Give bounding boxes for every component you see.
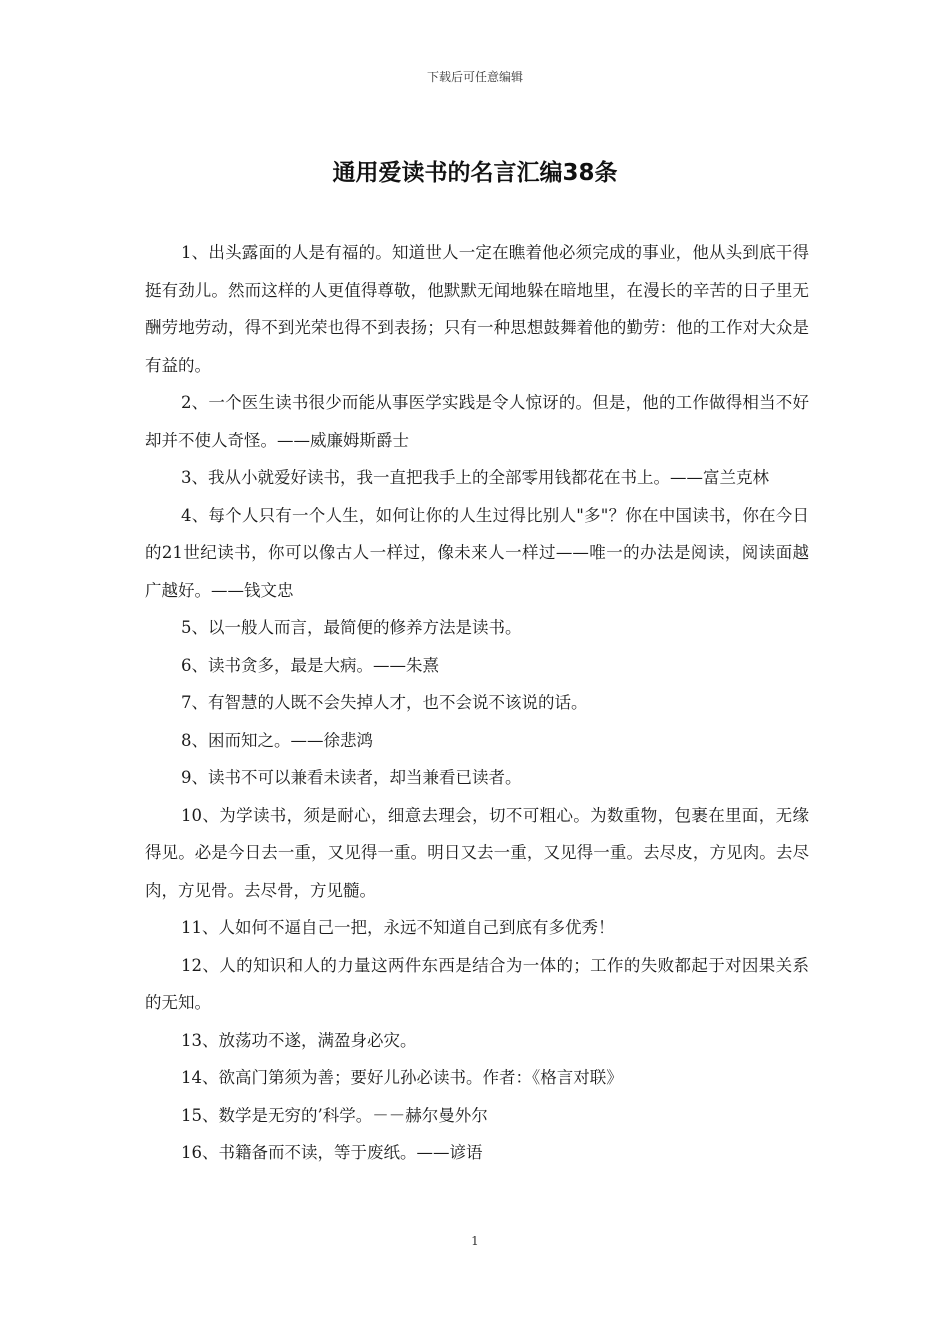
- quote-paragraph-13: 13、放荡功不遂，满盈身必灾。: [181, 1030, 417, 1050]
- quote-paragraph-8: 8、困而知之。——徐悲鸿: [181, 730, 373, 750]
- quote-paragraph-7: 7、有智慧的人既不会失掉人才，也不会说不该说的话。: [181, 693, 588, 712]
- quote-paragraph-6: 6、读书贪多，最是大病。——朱熹: [181, 655, 439, 675]
- quote-paragraph-10: 10、为学读书，须是耐心，细意去理会，切不可粗心。为数重物，包裹在里面，无缘得见。必是今日去一重，又见得一重。明日又去一重，又见得一重。去尽皮，方见肉。去尽肉，方见骨。去尽骨，方见髓。: [145, 805, 809, 900]
- quote-paragraph-15: 15、数学是无穷的’科学。－－赫尔曼外尔: [181, 1105, 488, 1125]
- quote-paragraph-3: 3、我从小就爱好读书，我一直把我手上的全部零用钱都花在书上。——富兰克林: [181, 468, 769, 487]
- quote-paragraph-2: 2、一个医生读书很少而能从事医学实践是令人惊讶的。但是，他的工作做得相当不好却并不使人奇怪。——威廉姆斯爵士: [145, 393, 809, 450]
- quote-paragraph-5: 5、以一般人而言，最简便的修养方法是读书。: [181, 618, 522, 637]
- quote-paragraph-11: 11、人如何不逼自己一把，永远不知道自己到底有多优秀！: [181, 918, 615, 937]
- quote-paragraph-4: 4、每个人只有一个人生，如何让你的人生过得比别人"多"？你在中国读书，你在今日的21世纪读书，你可以像古人一样过，像未来人一样过——唯一的办法是阅读，阅读面越广越好。——钱文忠: [145, 505, 809, 600]
- page-number: 1: [471, 1234, 479, 1248]
- quote-paragraph-9: 9、读书不可以兼看未读者，却当兼看已读者。: [181, 768, 522, 787]
- quote-paragraph-16: 16、书籍备而不读，等于废纸。——谚语: [181, 1143, 483, 1162]
- quote-paragraph-1: 1、出头露面的人是有福的。知道世人一定在瞧着他必须完成的事业，他从头到底干得挺有劲儿。然而这样的人更值得尊敬，他默默无闻地躲在暗地里，在漫长的辛苦的日子里无酬劳地劳动，得不到光荣也得不到表扬；只有一种思想鼓舞着他的勤劳：他的工作对大众是有益的。: [145, 243, 809, 375]
- quote-paragraph-14: 14、欲高门第须为善；要好儿孙必读书。作者：《格言对联》: [181, 1068, 623, 1087]
- document-title: 通用爱读书的名言汇编38条: [332, 160, 618, 186]
- document-body: [145, 234, 809, 1172]
- page-header: 下载后可任意编辑: [426, 70, 523, 84]
- quote-paragraph-12: 12、人的知识和人的力量这两件东西是结合为一体的；工作的失败都起于对因果关系的无知。: [145, 955, 809, 1012]
